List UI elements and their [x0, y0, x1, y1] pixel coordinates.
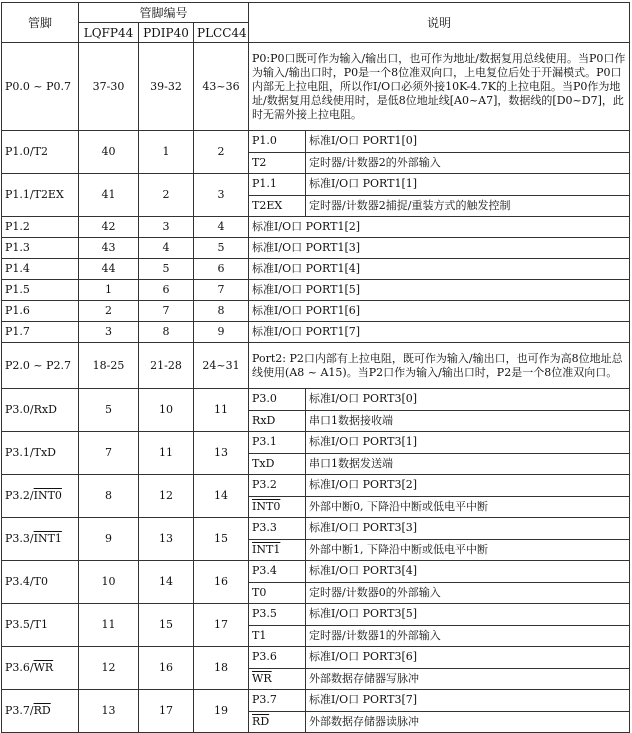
function-name: RxD: [249, 410, 306, 432]
pin-name: P2.0 ~ P2.7: [5, 358, 71, 372]
pin-name-cell: [2, 343, 79, 389]
pdip40-number: 12: [139, 475, 194, 518]
pin-name-cell: [2, 280, 79, 301]
pin-description: 标准I/O口 PORT1[2]: [249, 217, 630, 238]
function-name: P3.2: [249, 475, 306, 497]
table-row: [2, 174, 630, 196]
table-row: [2, 604, 630, 626]
pin-name-cell: [2, 259, 79, 280]
pdip40-number: 2: [139, 174, 194, 217]
plcc44-number: 16: [194, 561, 249, 604]
function-description: 标准I/O口 PORT3[1]: [306, 432, 630, 454]
function-description: 标准I/O口 PORT3[0]: [306, 389, 630, 411]
lqfp44-number: 12: [79, 647, 139, 690]
pin-name-cell: [2, 690, 79, 733]
pin-description: 标准I/O口 PORT1[7]: [249, 322, 630, 343]
function-description: 标准I/O口 PORT3[6]: [306, 647, 630, 669]
plcc44-number: 24~31: [194, 343, 249, 389]
pin-name: P0.0 ~ P0.7: [5, 79, 71, 93]
table-row: [2, 389, 630, 411]
pdip40-number: 11: [139, 432, 194, 475]
table-row: [2, 322, 630, 343]
pin-name: P3.1/TxD: [5, 446, 56, 459]
function-name: INT1: [249, 539, 306, 561]
pdip40-number: 4: [139, 238, 194, 259]
pin-description: 标准I/O口 PORT1[3]: [249, 238, 630, 259]
pin-name-cell: [2, 561, 79, 604]
pin-name-cell: [2, 518, 79, 561]
lqfp44-number: 41: [79, 174, 139, 217]
function-name: TxD: [249, 453, 306, 475]
pin-name: P3.5/T1: [5, 618, 48, 631]
function-description: 外部中断0, 下降沿中断或低电平中断: [306, 496, 630, 518]
table-body: [2, 43, 630, 733]
pin-name: P1.3: [5, 241, 30, 254]
lqfp44-number: 40: [79, 131, 139, 174]
pin-name-cell: [2, 238, 79, 259]
pdip40-number: 17: [139, 690, 194, 733]
plcc44-number: 43~36: [194, 43, 249, 131]
pdip40-number: 14: [139, 561, 194, 604]
function-description: 外部中断1, 下降沿中断或低电平中断: [306, 539, 630, 561]
pin-name-cell: [2, 647, 79, 690]
pin-name-cell: [2, 217, 79, 238]
pin-name: P1.6: [5, 304, 30, 317]
pin-name-cell: [2, 475, 79, 518]
table-row: [2, 561, 630, 583]
lqfp44-number: 7: [79, 432, 139, 475]
pdip40-number: 8: [139, 322, 194, 343]
pin-name-cell: [2, 301, 79, 322]
function-description: 定时器/计数器2的外部输入: [306, 152, 630, 174]
lqfp44-number: 18-25: [79, 343, 139, 389]
lqfp44-number: 44: [79, 259, 139, 280]
pin-description: P0:P0口既可作为输入/输出口，也可作为地址/数据复用总线使用。当P0口作为输入/输出口时，P0是一个8位准双向口，上电复位后处于开漏模式。P0口内部无上拉电阻，所以作I/O口必须外接10K-4.7K的上拉电阻。当P0作为地址/数据复用总线使用时，是低8位地址线[A0~A7]，数据线的[D0~D7]，此时无需外接上拉电阻。: [249, 43, 630, 131]
function-name: P3.1: [249, 432, 306, 454]
pin-name: P1.5: [5, 283, 30, 296]
pin-name: P1.2: [5, 220, 30, 233]
function-name: P3.7: [249, 690, 306, 712]
lqfp44-number: 37-30: [79, 43, 139, 131]
pdip40-number: 1: [139, 131, 194, 174]
plcc44-number: 3: [194, 174, 249, 217]
lqfp44-number: 43: [79, 238, 139, 259]
function-description: 标准I/O口 PORT3[5]: [306, 604, 630, 626]
table-row: [2, 343, 630, 389]
header-description: 说明: [249, 3, 630, 43]
table-row: [2, 259, 630, 280]
plcc44-number: 18: [194, 647, 249, 690]
plcc44-number: 6: [194, 259, 249, 280]
plcc44-number: 11: [194, 389, 249, 432]
pin-name-cell: [2, 174, 79, 217]
function-description: 标准I/O口 PORT1[0]: [306, 131, 630, 153]
pin-name-cell: [2, 322, 79, 343]
function-name: T0: [249, 582, 306, 604]
header-pin-number: 管脚编号: [79, 3, 249, 23]
function-description: 定时器/计数器1的外部输入: [306, 625, 630, 647]
pdip40-number: 13: [139, 518, 194, 561]
pin-description: 标准I/O口 PORT1[4]: [249, 259, 630, 280]
table-row: [2, 131, 630, 153]
pdip40-number: 6: [139, 280, 194, 301]
function-name: $\overline{WR}$: [249, 668, 306, 690]
pdip40-number: 3: [139, 217, 194, 238]
header-lqfp44: LQFP44: [79, 23, 139, 43]
table-row: [2, 432, 630, 454]
pdip40-number: 7: [139, 301, 194, 322]
pin-name: P3.3/: [5, 532, 34, 545]
lqfp44-number: 13: [79, 690, 139, 733]
pin-name-cell: [2, 43, 79, 131]
function-name: P3.5: [249, 604, 306, 626]
function-description: 串口1数据接收端: [306, 410, 630, 432]
pin-name: P3.0/RxD: [5, 403, 57, 416]
pdip40-number: 5: [139, 259, 194, 280]
function-description: 定时器/计数器0的外部输入: [306, 582, 630, 604]
pin-name-cell: [2, 131, 79, 174]
pin-name-overline: INT1: [33, 532, 62, 545]
function-description: 标准I/O口 PORT1[1]: [306, 174, 630, 196]
function-description: 外部数据存储器读脉冲: [306, 711, 630, 733]
pin-name-cell: [2, 432, 79, 475]
function-name: P3.4: [249, 561, 306, 583]
pin-description: Port2: P2口内部有上拉电阻，既可作为输入/输出口，也可作为高8位地址总线使用(A8 ~ A15)。当P2口作为输入/输出口时，P2是一个8位准双向口。: [249, 343, 630, 389]
function-name: INT0: [249, 496, 306, 518]
pin-name: P1.7: [5, 325, 30, 338]
function-name: T1: [249, 625, 306, 647]
lqfp44-number: 3: [79, 322, 139, 343]
pin-name: P1.1/T2EX: [5, 188, 64, 201]
pin-name: P3.7/: [5, 704, 34, 717]
plcc44-number: 7: [194, 280, 249, 301]
pin-name-overline: $\overline{RD}$: [33, 704, 51, 717]
function-name: T2: [249, 152, 306, 174]
function-name: P3.6: [249, 647, 306, 669]
pin-name: P3.6/: [5, 661, 34, 674]
table-row: [2, 238, 630, 259]
lqfp44-number: 2: [79, 301, 139, 322]
pin-name-cell: [2, 389, 79, 432]
header-pin-name: 管脚: [2, 3, 79, 43]
plcc44-number: 13: [194, 432, 249, 475]
function-description: 标准I/O口 PORT3[2]: [306, 475, 630, 497]
lqfp44-number: 8: [79, 475, 139, 518]
plcc44-number: 8: [194, 301, 249, 322]
lqfp44-number: 11: [79, 604, 139, 647]
lqfp44-number: 5: [79, 389, 139, 432]
function-name: P1.1: [249, 174, 306, 196]
function-name: P3.3: [249, 518, 306, 540]
lqfp44-number: 42: [79, 217, 139, 238]
plcc44-number: 2: [194, 131, 249, 174]
pin-description: 标准I/O口 PORT1[6]: [249, 301, 630, 322]
table-row: [2, 280, 630, 301]
lqfp44-number: 9: [79, 518, 139, 561]
function-name: $\overline{RD}$: [249, 711, 306, 733]
pdip40-number: 10: [139, 389, 194, 432]
function-description: 定时器/计数器2捕捉/重装方式的触发控制: [306, 195, 630, 217]
pdip40-number: 21-28: [139, 343, 194, 389]
pdip40-number: 15: [139, 604, 194, 647]
plcc44-number: 19: [194, 690, 249, 733]
function-name: P3.0: [249, 389, 306, 411]
table-row: [2, 217, 630, 238]
table-row: [2, 43, 630, 131]
lqfp44-number: 1: [79, 280, 139, 301]
pin-name-overline: $\overline{WR}$: [33, 661, 54, 674]
pin-description: 标准I/O口 PORT1[5]: [249, 280, 630, 301]
table-row: [2, 647, 630, 669]
function-description: 标准I/O口 PORT3[7]: [306, 690, 630, 712]
pin-name: P1.0/T2: [5, 145, 48, 158]
table-row: [2, 301, 630, 322]
pin-name: P3.2/: [5, 489, 34, 502]
plcc44-number: 4: [194, 217, 249, 238]
table-row: [2, 690, 630, 712]
plcc44-number: 14: [194, 475, 249, 518]
header-pdip40: PDIP40: [139, 23, 194, 43]
function-description: 外部数据存储器写脉冲: [306, 668, 630, 690]
function-name: P1.0: [249, 131, 306, 153]
header-plcc44: PLCC44: [194, 23, 249, 43]
function-description: 标准I/O口 PORT3[4]: [306, 561, 630, 583]
plcc44-number: 5: [194, 238, 249, 259]
function-name: T2EX: [249, 195, 306, 217]
plcc44-number: 17: [194, 604, 249, 647]
lqfp44-number: 10: [79, 561, 139, 604]
pdip40-number: 16: [139, 647, 194, 690]
pin-name-cell: [2, 604, 79, 647]
function-description: 串口1数据发送端: [306, 453, 630, 475]
pin-name: P3.4/T0: [5, 575, 48, 588]
plcc44-number: 9: [194, 322, 249, 343]
pin-function-table: [1, 2, 630, 733]
function-description: 标准I/O口 PORT3[3]: [306, 518, 630, 540]
pin-name-overline: INT0: [33, 489, 62, 502]
plcc44-number: 15: [194, 518, 249, 561]
pdip40-number: 39-32: [139, 43, 194, 131]
pin-name: P1.4: [5, 262, 30, 275]
table-row: [2, 475, 630, 497]
table-row: [2, 518, 630, 540]
